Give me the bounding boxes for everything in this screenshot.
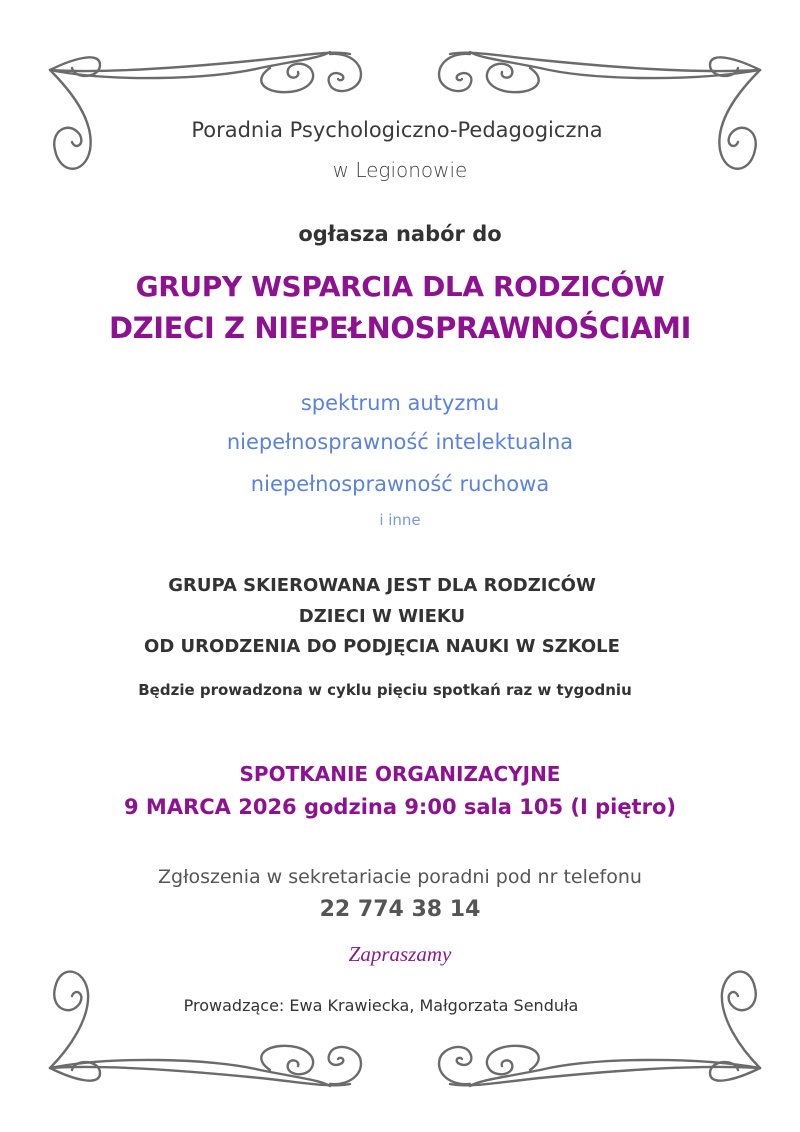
audience-line-2: DZIECI W WIEKU <box>298 606 466 627</box>
audience-line-1: GRUPA SKIEROWANA JEST DLA RODZICÓW <box>168 575 596 596</box>
contact-text: Zgłoszenia w sekretariacie poradni pod nr telefonu <box>158 866 642 888</box>
scroll-ornament-icon <box>400 948 770 1098</box>
institution-name: Poradnia Psychologiczno-Pedagogiczna <box>191 118 603 142</box>
condition-item-other: i inne <box>379 511 421 529</box>
contact-phone: 22 774 38 14 <box>319 897 481 922</box>
meeting-details: 9 MARCA 2026 godzina 9:00 sala 105 (I piętro) <box>124 795 676 819</box>
invitation-text: Zapraszamy <box>348 942 452 966</box>
scroll-ornament-icon <box>30 948 400 1098</box>
flourish-bottom-left <box>30 948 400 1098</box>
announcement-intro: ogłasza nabór do <box>298 222 502 246</box>
hosts-text: Prowadzące: Ewa Krawiecka, Małgorzata Senduła <box>183 996 579 1015</box>
condition-item-autism: spektrum autyzmu <box>300 391 500 415</box>
condition-item-motor: niepełnosprawność ruchowa <box>250 472 550 496</box>
schedule-info: Będzie prowadzona w cyklu pięciu spotkań raz w tygodniu <box>138 681 632 699</box>
meeting-heading: SPOTKANIE ORGANIZACYJNE <box>239 762 561 786</box>
condition-item-intellectual: niepełnosprawność intelektualna <box>226 430 574 454</box>
title-line-2: DZIECI Z NIEPEŁNOSPRAWNOŚCIAMI <box>108 311 692 345</box>
institution-location: w Legionowie <box>332 158 468 182</box>
flourish-bottom-right <box>400 948 770 1098</box>
title-line-1: GRUPY WSPARCIA DLA RODZICÓW <box>135 270 665 303</box>
audience-line-3: OD URODZENIA DO PODJĘCIA NAUKI W SZKOLE <box>144 636 620 657</box>
